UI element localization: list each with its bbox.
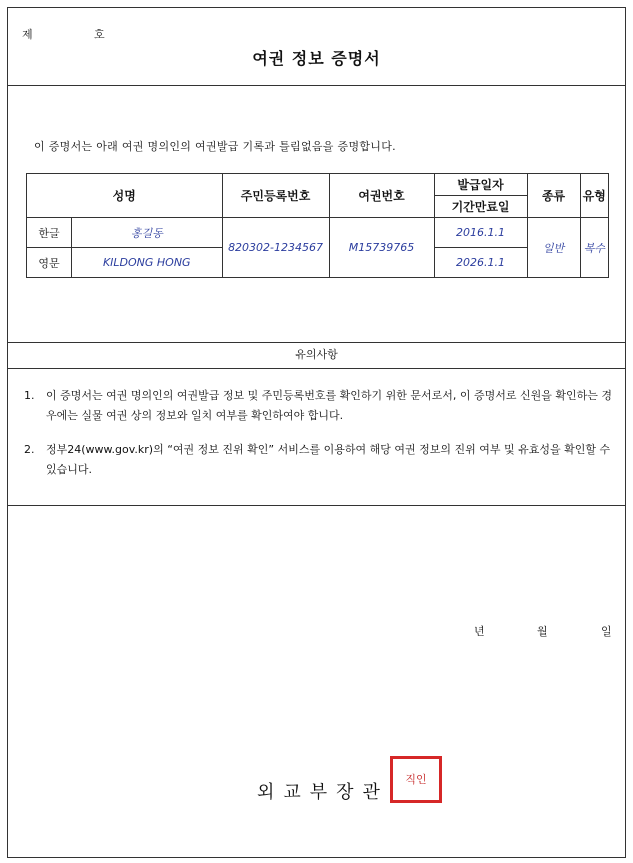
caution-item	[24, 440, 614, 480]
doc-number-suffix: 호	[94, 28, 105, 41]
caution-heading: 유의사항	[295, 348, 338, 361]
date-month-label: 월	[537, 625, 548, 638]
header-type: 유형	[580, 174, 608, 218]
caution-item	[24, 386, 614, 426]
header-expiry-date: 기간만료일	[434, 196, 527, 218]
date-day-label: 일	[601, 625, 612, 638]
certificate-document	[7, 7, 626, 858]
header-resident-no: 주민등록번호	[222, 174, 329, 218]
caution-item-number: 1.	[24, 389, 35, 402]
divider	[8, 85, 625, 86]
intro-text: 이 증명서는 아래 여권 명의인의 여권발급 기록과 틀림없음을 증명합니다.	[34, 140, 396, 153]
doc-number-prefix: 제	[22, 28, 33, 41]
row-label-korean: 한글	[27, 218, 72, 248]
resident-number: 820302-1234567	[222, 218, 329, 278]
caution-item-number: 2.	[24, 443, 35, 456]
english-name: KILDONG HONG	[72, 248, 223, 278]
passport-type: 복수	[580, 218, 608, 278]
divider	[8, 368, 625, 369]
row-label-english: 영문	[27, 248, 72, 278]
korean-name: 홍길동	[72, 218, 223, 248]
divider	[8, 505, 625, 506]
date-year-label: 년	[474, 625, 485, 638]
header-issue-date: 발급일자	[434, 174, 527, 196]
document-title: 여권 정보 증명서	[252, 49, 381, 68]
caution-item-text: 이 증명서는 여권 명의인의 여권발급 정보 및 주민등록번호를 확인하기 위한 문서로서, 이 증명서로 신원을 확인하는 경우에는 실물 여권 상의 정보와 일치 여부를 확인하여야 합니다.	[46, 389, 612, 422]
signer-title: 외교부장관	[257, 782, 389, 803]
official-seal	[390, 756, 442, 803]
expiry-date: 2026.1.1	[434, 248, 527, 278]
passport-kind: 일반	[527, 218, 580, 278]
seal-text: 직인	[405, 773, 427, 786]
caution-list	[24, 386, 614, 494]
passport-number: M15739765	[329, 218, 434, 278]
caution-item-text: 정부24(www.gov.kr)의 “여권 정보 진위 확인” 서비스를 이용하여 해당 여권 정보의 진위 여부 및 유효성을 확인할 수 있습니다.	[46, 443, 611, 476]
passport-info-table	[26, 173, 609, 278]
header-name: 성명	[27, 174, 223, 218]
header-passport-no: 여권번호	[329, 174, 434, 218]
header-kind: 종류	[527, 174, 580, 218]
issue-date: 2016.1.1	[434, 218, 527, 248]
